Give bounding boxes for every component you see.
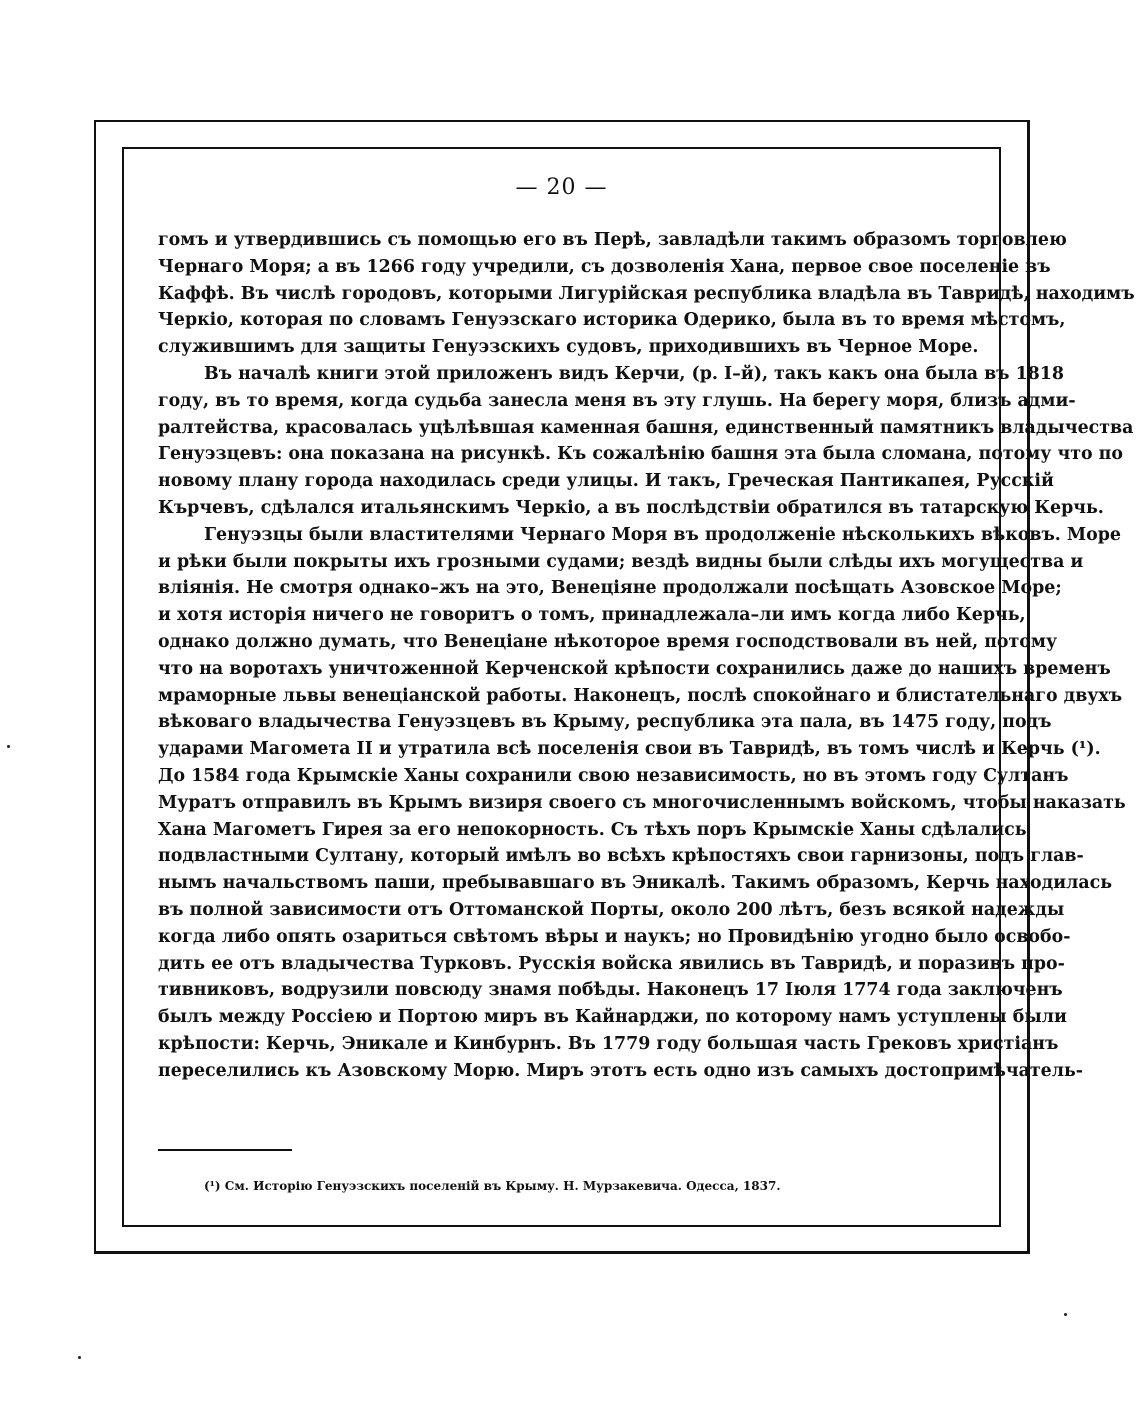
page-number: — 20 — — [515, 175, 608, 200]
text-line: ударами Магомета II и утратила всѣ поселенія свои въ Тавридѣ, въ томъ числѣ и Керчь (¹). — [158, 739, 1101, 760]
text-line: Кърчевъ, сдѣлался итальянскимъ Черкіо, а въ послѣдствіи обратился въ татарскую Керчь. — [158, 497, 1104, 518]
text-line: въ полной зависимости отъ Оттоманской Порты, около 200 лѣтъ, безъ всякой надежды — [158, 899, 1065, 920]
text-line: Хана Магометъ Гирея за его непокорность. Съ тѣхъ поръ Крымскіе Ханы сдѣлались — [158, 819, 1027, 840]
text-line: служившимъ для защиты Генуэзскихъ судовъ, приходившихъ въ Черное Море. — [158, 337, 979, 358]
text-line: гомъ и утвердившись съ помощью его въ Перѣ, завладѣли такимъ образомъ торговлею — [158, 230, 1067, 250]
text-line: новому плану города находилась среди улицы. И такъ, Греческая Пантикапея, Русскій — [158, 471, 1054, 492]
text-line: Черкіо, которая по словамъ Генуэзскаго историка Одерико, была въ то время мѣстомъ, — [158, 310, 1066, 331]
text-line: Каффѣ. Въ числѣ городовъ, которыми Лигурійская республика владѣла въ Тавридѣ, находимъ — [158, 283, 1135, 304]
text-line: нымъ начальствомъ паши, пребывавшаго въ Эникалѣ. Такимъ образомъ, Керчь находилась — [158, 873, 1113, 894]
text-line: тивниковъ, водрузили повсюду знамя побѣды. Наконецъ 17 Іюля 1774 года заключенъ — [158, 980, 1063, 1001]
text-line: Въ началѣ книги этой приложенъ видъ Керчи, (р. I–й), такъ какъ она была въ 1818 — [204, 363, 1064, 384]
text-line: крѣпости: Керчь, Эникале и Кинбурнъ. Въ 1779 году большая часть Грековъ христіанъ — [158, 1033, 1059, 1054]
text-line: До 1584 года Крымскіе Ханы сохранили свою независимость, но въ этомъ году Султанъ — [158, 765, 1069, 786]
text-line: былъ между Россіею и Портою миръ въ Кайнарджи, по которому намъ уступлены были — [158, 1007, 1067, 1028]
paragraph — [158, 522, 1126, 1085]
text-line: Чернаго Моря; а въ 1266 году учредили, съ дозволенія Хана, первое свое поселеніе въ — [158, 256, 1051, 277]
text-line: году, въ то время, когда судьба занесла меня въ эту глушь. На берегу моря, близъ адми- — [158, 390, 1076, 411]
text-line: переселились къ Азовскому Морю. Миръ этотъ есть одно изъ самыхъ достопримѣчатель- — [158, 1060, 1083, 1081]
text-line: подвластными Султану, который имѣлъ во всѣхъ крѣпостяхъ свои гарнизоны, подъ глав- — [158, 846, 1084, 867]
text-line: и рѣки были покрыты ихъ грозными судами; вездѣ видны были слѣды ихъ могущества и — [158, 551, 1084, 572]
scan-speck — [7, 745, 10, 748]
text-line: ралтейства, красовалась уцѣлѣвшая каменная башня, единственный памятникъ владычества — [158, 417, 1134, 438]
paragraph — [158, 227, 1135, 361]
text-line: Генуэзцевъ: она показана на рисункѣ. Къ сожалѣнію башня эта была сломана, потому что по — [158, 444, 1123, 465]
text-line: когда либо опять озариться свѣтомъ вѣры и наукъ; но Провидѣнію угодно было освобо- — [158, 926, 1071, 947]
paragraph — [158, 361, 1134, 522]
footnote-divider — [158, 1149, 292, 1151]
text-line: дить ее отъ владычества Турковъ. Русскія войска явились въ Тавридѣ, и поразивъ про- — [158, 953, 1065, 974]
body-text — [158, 227, 1135, 1085]
text-line: вліянія. Не смотря однако–жъ на это, Венеціяне продолжали посѣщать Азовское Море; — [158, 578, 1062, 599]
footnote: (¹) См. Исторію Генуэзскихъ поселеній въ Крыму. Н. Мурзакевича. Одесса, 1837. — [204, 1179, 781, 1193]
text-line: и хотя исторія ничего не говоритъ о томъ, принадлежала–ли имъ когда либо Керчь, — [158, 605, 1026, 626]
text-line: вѣковаго владычества Генуэзцевъ въ Крыму, республика эта пала, въ 1475 году, подъ — [158, 712, 1052, 733]
text-line: Генуэзцы были властителями Чернаго Моря въ продолженіе нѣсколькихъ вѣковъ. Море — [204, 524, 1121, 545]
text-line: Муратъ отправилъ въ Крымъ визиря своего съ многочисленнымъ войскомъ, чтобы наказать — [158, 792, 1126, 813]
inner-page-border — [122, 147, 1135, 1227]
scan-speck — [1064, 1313, 1067, 1316]
text-line: что на воротахъ уничтоженной Керченской крѣпости сохранились даже до нашихъ временъ — [158, 658, 1111, 679]
text-line: однако должно думать, что Венеціане нѣкоторое время господствовали въ ней, потому — [158, 631, 1058, 652]
text-line: мраморные львы венеціанской работы. Наконецъ, послѣ спокойнаго и блистательнаго двухъ — [158, 685, 1123, 706]
scan-speck — [78, 1356, 81, 1359]
